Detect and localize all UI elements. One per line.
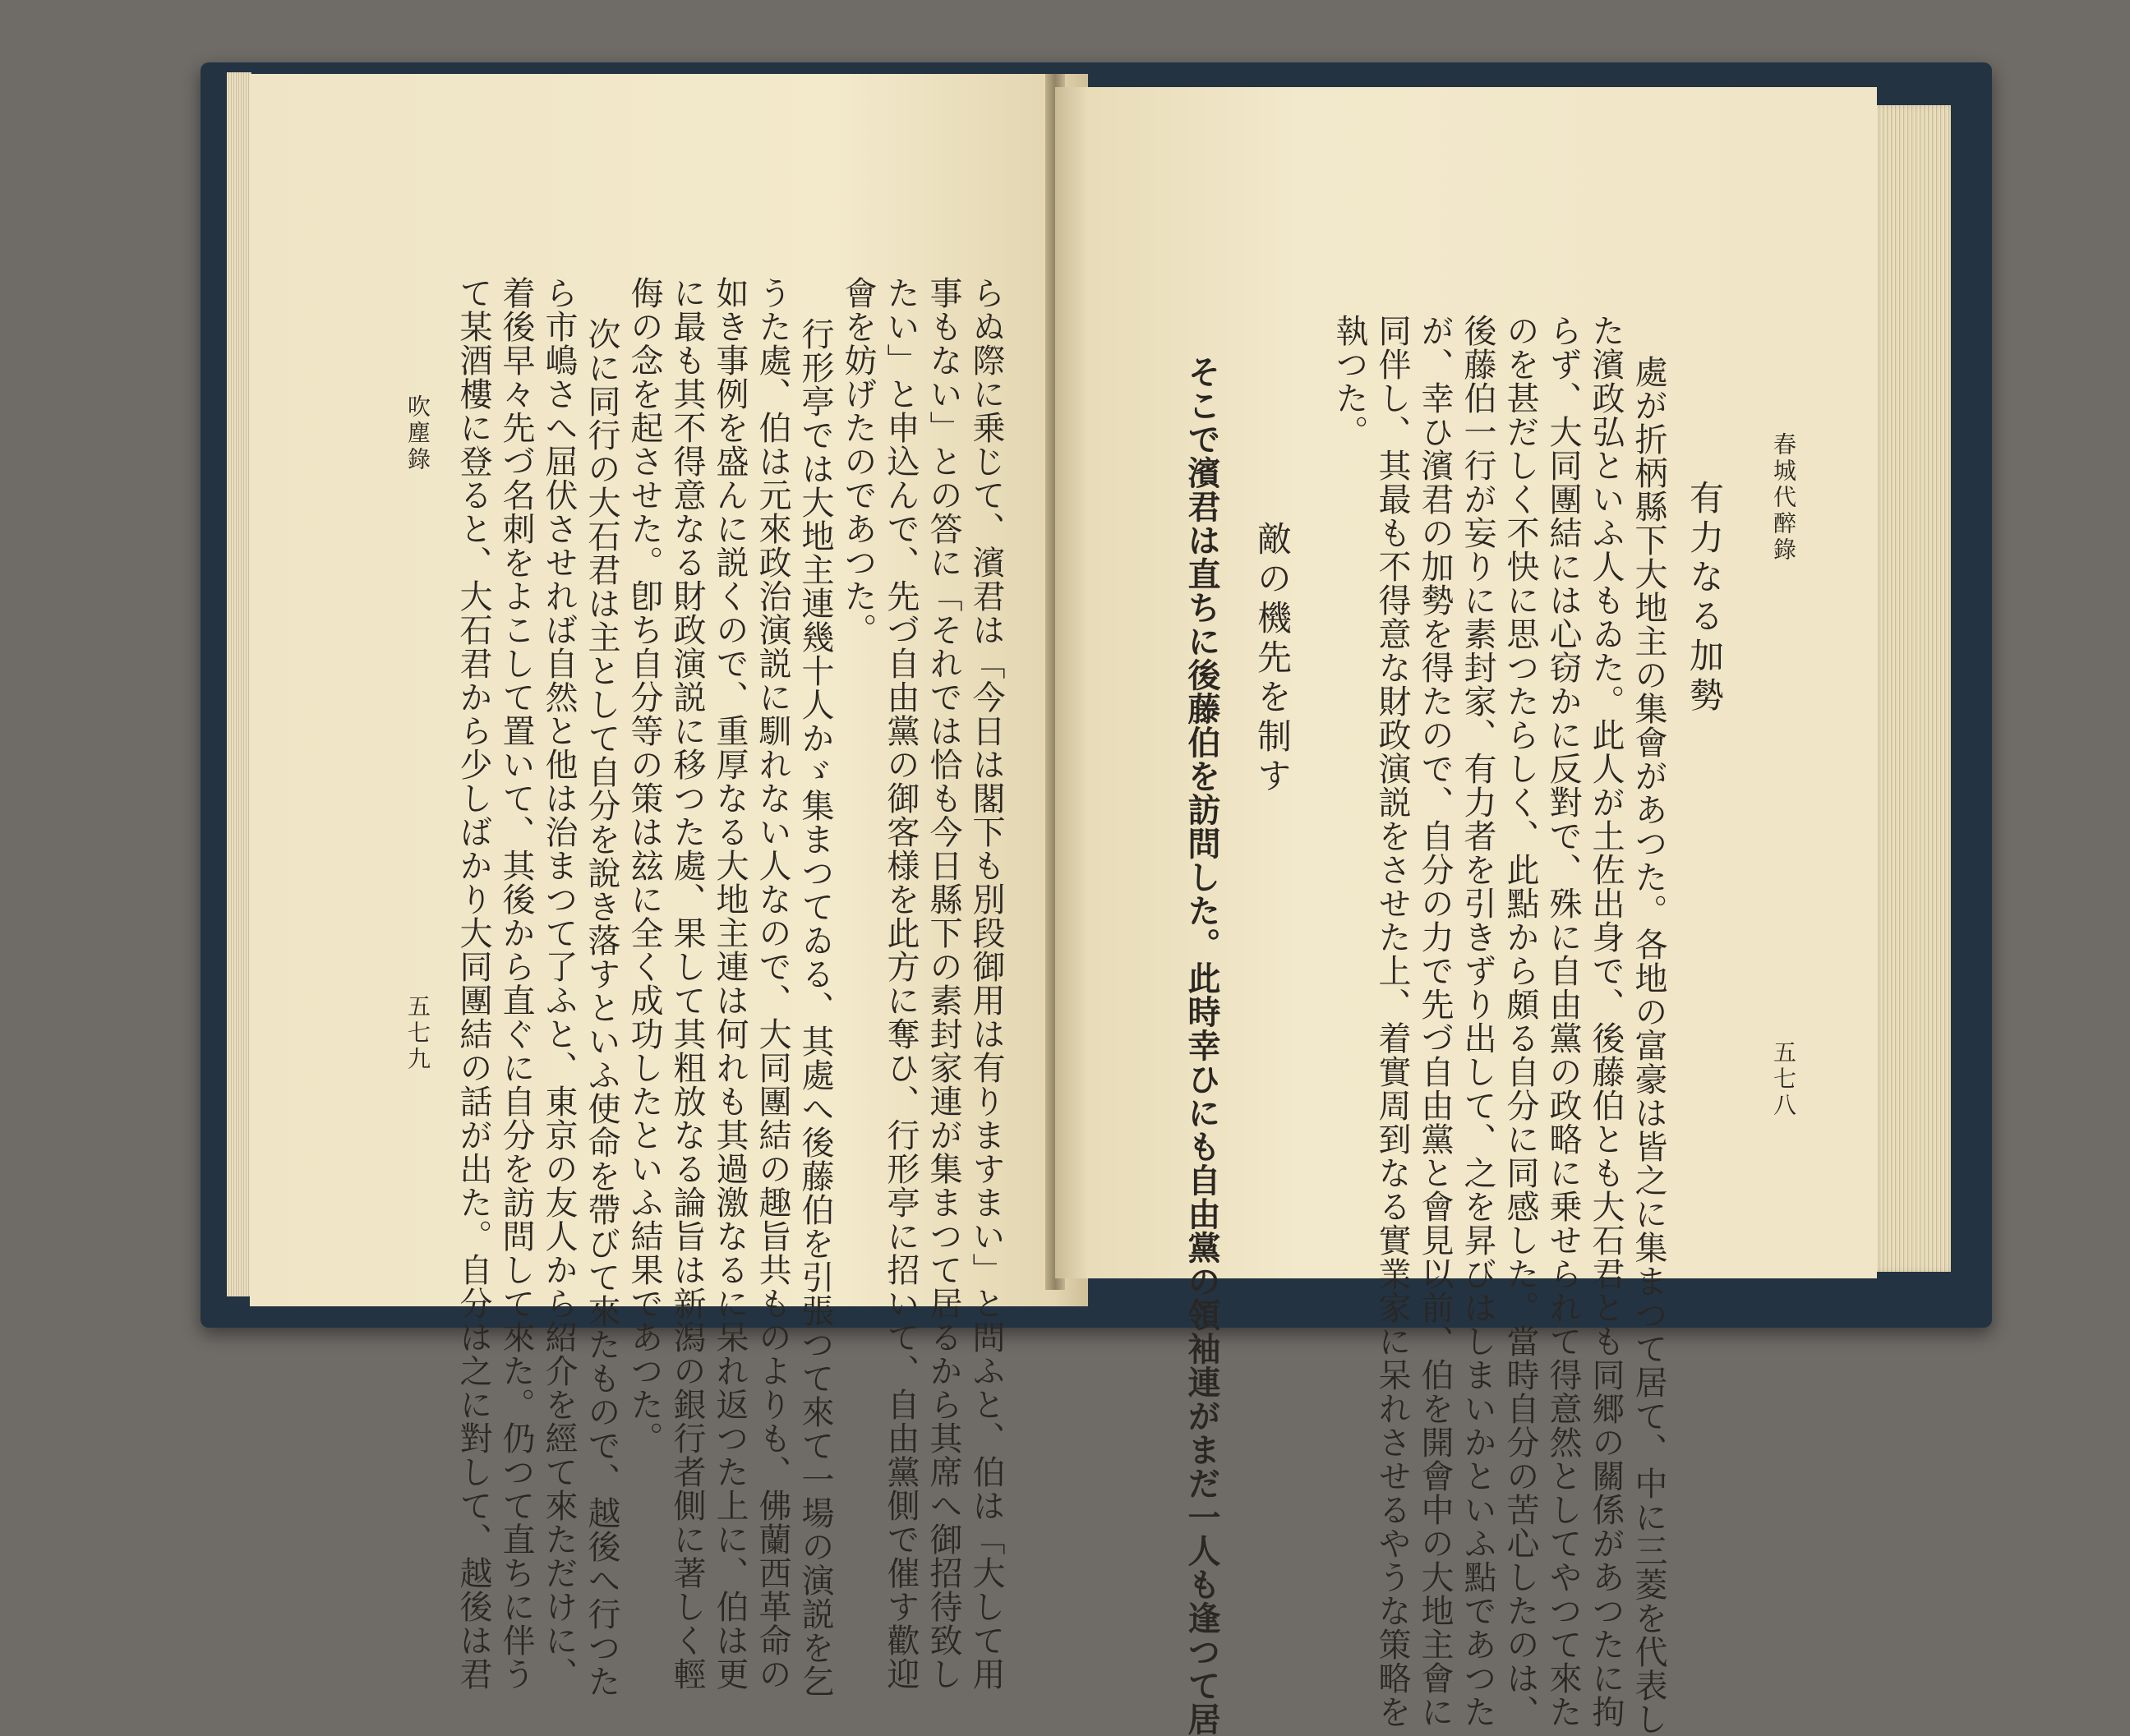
text-line: 着後早々先づ名刺をよこして置いて、其後から直ぐに自分を訪問して來た。仍つて直ちに伴う [497, 276, 535, 1691]
text-line: 處が折柄縣下大地主の集會があつた。各地の富豪は皆之に集まつて居て、中に三菱を代表し [1630, 355, 1667, 1736]
text-line: た濱政弘といふ人もゐた。此人が土佐出身で、後藤伯とも大石君とも同郷の關係があつたに拘 [1587, 314, 1625, 1729]
page-number: 五七八 [1770, 1040, 1797, 1119]
text-line: 次に同行の大石君は主として自分を說き落すといふ使命を帶びて來たもので、越後へ行つた [583, 317, 620, 1698]
right-page [1055, 87, 1877, 1736]
text-line: 後藤伯一行が妄りに素封家、有力者を引きずり出して、之を昇びはしまいかといふ點であつた [1459, 314, 1496, 1729]
text-line: ら市嶋さへ屈伏させれば自然と他は治まつて了ふと、東京の友人から紹介を經て來ただけに、 [540, 276, 578, 1691]
text-line: 如き事例を盛んに説くので、重厚なる大地主連は何れも其過激なるに呆れ返つた上に、伯は更 [711, 276, 749, 1691]
text-line: らぬ際に乗じて、濱君は「今日は閣下も別段御用は有りますまい」と問ふと、伯は「大して用 [967, 276, 1005, 1691]
text-line: 執つた。 [1330, 314, 1368, 449]
text-line: らず、大同團結には心窃かに反對で、殊に自由黨の政略に乗せられて得意然としてやつて來た [1544, 314, 1582, 1729]
running-head: 春城代醉錄 [1770, 432, 1797, 564]
text-line: 會を妨げたのであつた。 [839, 276, 877, 647]
text-line: に最も其不得意なる財政演説に移つた處、果して其粗放なる論旨は新潟の銀行者側に著しく輕 [668, 276, 706, 1691]
text-line: のを甚だしく不快に思つたらしく、此點から頗る自分に同感した。當時自分の苦心したのは、 [1501, 314, 1539, 1729]
running-foot: 吹塵錄 [404, 394, 431, 473]
text-line: 侮の念を起させた。卽ち自分等の策は玆に全く成功したといふ結果であつた。 [625, 276, 663, 1455]
text-line: 同伴し、其最も不得意な財政演説をさせた上、着實周到なる實業家に呆れさせるやうな策略を [1373, 314, 1411, 1729]
left-page [250, 74, 1088, 1698]
page-number: 五七九 [404, 994, 431, 1073]
text-line: 事もない」との答に「それでは恰も今日縣下の素封家連が集まつて居るから其席へ御招待致し [924, 276, 962, 1691]
text-line: たい」と申込んで、先づ自由黨の御客様を此方に奪ひ、行形亭に招いて、自由黨側で催す歡迎 [882, 276, 920, 1691]
text-line: が、幸ひ濱君の加勢を得たので、自分の力で先づ自由黨と會見以前、伯を開會中の大地主會に [1416, 314, 1454, 1729]
text-line: そこで濱君は直ちに後藤伯を訪問した。此時幸ひにも自由黨の領袖連がまだ一人も逢つて居 [1183, 355, 1221, 1736]
section-heading: 有力なる加勢 [1685, 480, 1725, 716]
open-book [201, 62, 1992, 1736]
left-page-edges [227, 72, 251, 1296]
text-line: 行形亭では大地主連幾十人かゞ集まつてゐる、其處へ後藤伯を引張つて來て一場の演説を乞 [796, 317, 834, 1698]
text-line: て某酒樓に登ると、大石君から少しばかり大同團結の話が出た。自分は之に對して、越後は君 [454, 276, 492, 1691]
text-line: うた處、伯は元來政治演説に馴れない人なので、大同團結の趣旨共ものよりも、佛蘭西革命の [754, 276, 791, 1691]
section-heading: 敵の機先を制す [1252, 521, 1293, 797]
